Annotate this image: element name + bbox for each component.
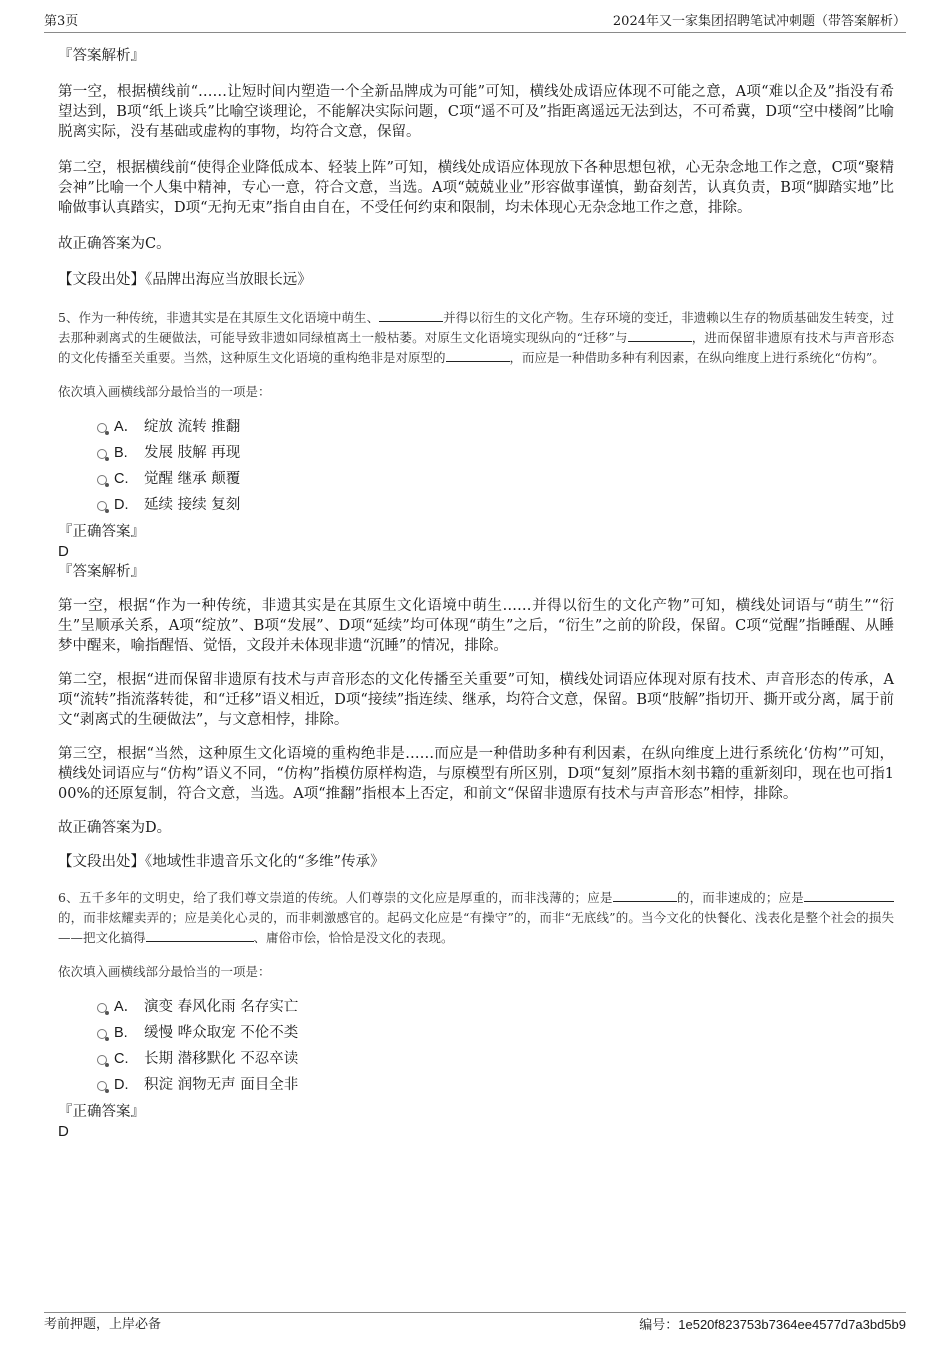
option-d[interactable]: D. 延续 接续 复刻 [58,492,894,518]
analysis-conclusion: 故正确答案为C。 [58,236,171,252]
question-prompt: 依次填入画横线部分最恰当的一项是： [58,384,271,399]
option-b[interactable]: B. 缓慢 哗众取宠 不伦不类 [58,1020,894,1046]
correct-answer-label: 『正确答案』 [58,524,145,540]
option-list [58,994,894,1098]
question-text: 6、五千多年的文明史，给了我们尊文崇道的传统。人们尊崇的文化应是厚重的，而非浅薄的；应是 的，而非速成的；应是的，而非炫耀卖弄的；应是美化心灵的，而非刺激感官的。起码文化应是“有操守”的，而非“无底线”的。当今文化的快餐化、浅表化是整个社会的损失——把文化搞得 、庸俗市侩，恰恰是没文化的表现。 [58,890,894,945]
analysis-label: 『答案解析』 [58,564,145,580]
option-b[interactable]: B. 发展 肢解 再现 [58,440,894,466]
analysis-paragraph: 第二空，根据横线前“使得企业降低成本、轻装上阵”可知，横线处成语应体现放下各种思想包袱，心无杂念地工作之意，C项“聚精会神”比喻一个人集中精神，专心一意，符合文意，当选。A项“兢兢业业”形容做事谨慎，勤奋刻苦，认真负责，B项“脚踏实地”比喻做事认真踏实，D项“无拘无束”指自由自在，不受任何约束和限制，均未体现心无杂念地工作之意，排除。 [58,160,894,216]
source-citation: 【文段出处】《品牌出海应当放眼长远》 [58,272,312,288]
page-footer [44,1312,906,1335]
analysis-paragraph: 第一空，根据“作为一种传统，非遗其实是在其原生文化语境中萌生……并得以衍生的文化产物”可知，横线处词语与“萌生”“衍生”呈顺承关系，A项“绽放”、B项“发展”、D项“延续”均可体现“萌生”之后，“衍生”之前的阶段，保留。C项“觉醒”指睡醒、从睡梦中醒来，喻指醒悟、觉悟，文段并未体现非遗“沉睡”的情况，排除。 [58,598,894,654]
radio-icon[interactable] [97,501,107,511]
answer-blank [628,329,692,342]
analysis-conclusion: 故正确答案为D。 [58,820,172,836]
radio-icon[interactable] [97,1055,107,1065]
answer-blank [146,929,254,942]
document-code: 编号：1e520f823753b7364ee4577d7a3bd5b9 [639,1317,906,1332]
radio-icon[interactable] [97,475,107,485]
correct-answer: D [58,543,69,560]
source-citation: 【文段出处】《地域性非遗音乐文化的“多维”传承》 [58,854,385,870]
correct-answer: D [58,1123,69,1140]
footer-slogan: 考前押题，上岸必备 [44,1317,162,1332]
radio-icon[interactable] [97,1029,107,1039]
radio-icon[interactable] [97,1003,107,1013]
option-list [58,414,894,518]
radio-icon[interactable] [97,1081,107,1091]
page-content [58,44,894,1142]
option-a[interactable]: A． 绽放 流转 推翻 [58,414,894,440]
answer-blank [446,349,510,362]
analysis-label: 『答案解析』 [58,48,145,64]
question-5 [58,308,894,872]
answer-blank [613,889,677,902]
correct-answer-label: 『正确答案』 [58,1104,145,1120]
analysis-paragraph: 第一空，根据横线前“……让短时间内塑造一个全新品牌成为可能”可知，横线处成语应体现不可能之意，A项“难以企及”指没有希望达到，B项“纸上谈兵”比喻空谈理论，不能解决实际问题，C项“遥不可及”指距离遥远无法到达，不可希冀，D项“空中楼阁”比喻脱离实际，没有基础或虚构的事物，均符合文意，保留。 [58,84,894,140]
question-prompt: 依次填入画横线部分最恰当的一项是： [58,964,271,979]
q4-analysis [58,46,894,290]
option-c[interactable]: C. 觉醒 继承 颠覆 [58,466,894,492]
question-text: 5、作为一种传统，非遗其实是在其原生文化语境中萌生、 并得以衍生的文化产物。生存环境的变迁，非遗赖以生存的物质基础发生转变，过去那种剥离式的生硬做法，可能导致非遗如同绿植离土一般枯萎。对原生文化语境实现纵向的“迁移”与 ，进而保留非遗原有技术与声音形态的文化传播至关重要。当然，这种原生文化语境的重构绝非是对原型的 ，而应是一种借助多种有利因素，在纵向维度上进行系统化“仿构”。 [58,310,894,365]
radio-icon[interactable] [97,423,107,433]
answer-blank [804,889,894,902]
option-c[interactable]: C. 长期 潜移默化 不忍卒读 [58,1046,894,1072]
document-title: 2024年又一家集团招聘笔试冲刺题（带答案解析） [612,14,906,29]
option-d[interactable]: D. 积淀 润物无声 面目全非 [58,1072,894,1098]
page-header [44,12,906,33]
question-6 [58,888,894,1142]
answer-blank [379,309,443,322]
analysis-paragraph: 第二空，根据“进而保留非遗原有技术与声音形态的文化传播至关重要”可知，横线处词语应体现对原有技术、声音形态的传承，A项“流转”指流落转徙，和“迁移”语义相近，D项“接续”指连续、继承，均符合文意，保留。B项“肢解”指切开、撕开或分离，属于前文“剥离式的生硬做法”，与文意相悖，排除。 [58,672,894,728]
option-a[interactable]: A． 演变 春风化雨 名存实亡 [58,994,894,1020]
analysis-paragraph: 第三空，根据“当然，这种原生文化语境的重构绝非是……而应是一种借助多种有利因素，在纵向维度上进行系统化‘仿构’”可知，横线处词语应与“仿构”语义不同，“仿构”指模仿原样构造，与原模型有所区别，D项“复刻”原指木刻书籍的重新刻印，现在也可指100%的还原复制，符合文意，当选。A项“推翻”指根本上否定，和前文“保留非遗原有技术与声音形态”相悖，排除。 [58,746,894,802]
page-number: 第3页 [44,14,79,29]
radio-icon[interactable] [97,449,107,459]
